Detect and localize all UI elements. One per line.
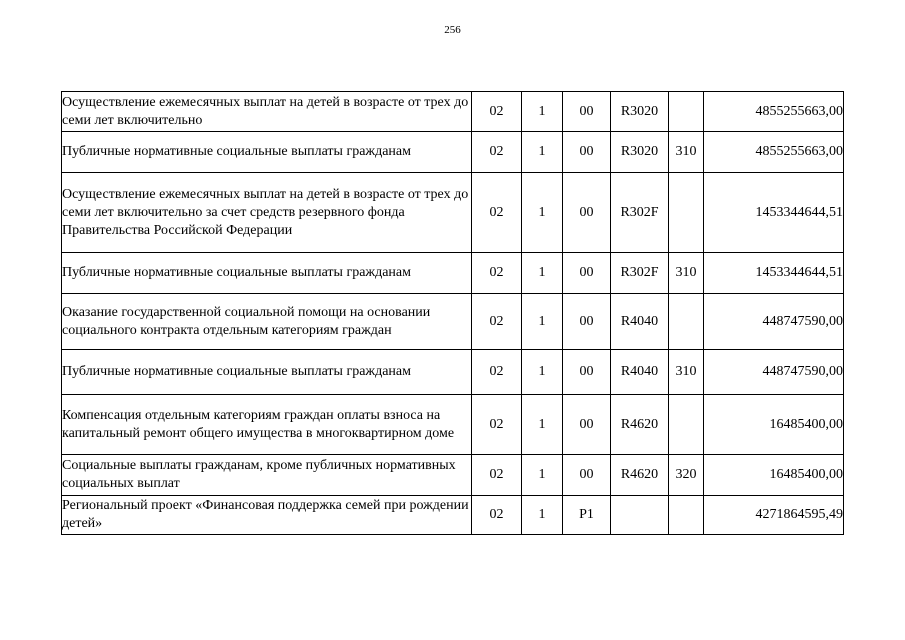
subsection-cell: 1 (522, 132, 563, 173)
code-cell: R3020 (611, 132, 669, 173)
amount-cell: 448747590,00 (704, 294, 844, 350)
row-name-cell: Оказание государственной социальной помощи на основании социального контракта отдельным категориям граждан (62, 294, 472, 350)
subsection-cell: 1 (522, 92, 563, 132)
table-row (62, 173, 844, 253)
expense-type-cell (669, 92, 704, 132)
table-row (62, 253, 844, 294)
code-cell: R302F (611, 173, 669, 253)
group-cell: 00 (563, 294, 611, 350)
amount-cell: 4855255663,00 (704, 92, 844, 132)
section-cell: 02 (472, 455, 522, 496)
group-cell: 00 (563, 173, 611, 253)
code-cell: R3020 (611, 92, 669, 132)
code-cell: R4620 (611, 455, 669, 496)
subsection-cell: 1 (522, 455, 563, 496)
expense-type-cell: 310 (669, 132, 704, 173)
amount-cell: 16485400,00 (704, 395, 844, 455)
group-cell: 00 (563, 350, 611, 395)
group-cell: 00 (563, 395, 611, 455)
amount-cell: 4855255663,00 (704, 132, 844, 173)
subsection-cell: 1 (522, 253, 563, 294)
expense-type-cell: 320 (669, 455, 704, 496)
expense-type-cell (669, 496, 704, 535)
row-name-cell: Осуществление ежемесячных выплат на детей в возрасте от трех до семи лет включительно за счет средств резервного фонда Правительства Российской Федерации (62, 173, 472, 253)
expense-type-cell: 310 (669, 350, 704, 395)
subsection-cell: 1 (522, 173, 563, 253)
page-number: 256 (444, 24, 461, 36)
group-cell: 00 (563, 92, 611, 132)
group-cell: 00 (563, 132, 611, 173)
expense-type-cell (669, 395, 704, 455)
row-name-cell: Публичные нормативные социальные выплаты гражданам (62, 132, 472, 173)
code-cell: R4040 (611, 294, 669, 350)
row-name-cell: Компенсация отдельным категориям граждан оплаты взноса на капитальный ремонт общего имущества в многоквартирном доме (62, 395, 472, 455)
section-cell: 02 (472, 395, 522, 455)
subsection-cell: 1 (522, 294, 563, 350)
section-cell: 02 (472, 132, 522, 173)
table-body (62, 92, 844, 535)
group-cell: 00 (563, 253, 611, 294)
amount-cell: 4271864595,49 (704, 496, 844, 535)
amount-cell: 16485400,00 (704, 455, 844, 496)
group-cell: P1 (563, 496, 611, 535)
row-name-cell: Публичные нормативные социальные выплаты гражданам (62, 350, 472, 395)
amount-cell: 448747590,00 (704, 350, 844, 395)
section-cell: 02 (472, 294, 522, 350)
subsection-cell: 1 (522, 350, 563, 395)
expense-type-cell (669, 294, 704, 350)
budget-table (61, 91, 844, 535)
group-cell: 00 (563, 455, 611, 496)
section-cell: 02 (472, 350, 522, 395)
table-row (62, 132, 844, 173)
section-cell: 02 (472, 173, 522, 253)
amount-cell: 1453344644,51 (704, 173, 844, 253)
expense-type-cell (669, 173, 704, 253)
table-row (62, 350, 844, 395)
code-cell: R302F (611, 253, 669, 294)
code-cell: R4620 (611, 395, 669, 455)
section-cell: 02 (472, 253, 522, 294)
table-row (62, 294, 844, 350)
row-name-cell: Социальные выплаты гражданам, кроме публичных нормативных социальных выплат (62, 455, 472, 496)
table-row (62, 496, 844, 535)
subsection-cell: 1 (522, 496, 563, 535)
table-row (62, 92, 844, 132)
section-cell: 02 (472, 496, 522, 535)
row-name-cell: Осуществление ежемесячных выплат на детей в возрасте от трех до семи лет включительно (62, 92, 472, 132)
row-name-cell: Региональный проект «Финансовая поддержка семей при рождении детей» (62, 496, 472, 535)
code-cell (611, 496, 669, 535)
table-row (62, 455, 844, 496)
section-cell: 02 (472, 92, 522, 132)
expense-type-cell: 310 (669, 253, 704, 294)
amount-cell: 1453344644,51 (704, 253, 844, 294)
code-cell: R4040 (611, 350, 669, 395)
row-name-cell: Публичные нормативные социальные выплаты гражданам (62, 253, 472, 294)
subsection-cell: 1 (522, 395, 563, 455)
table-row (62, 395, 844, 455)
